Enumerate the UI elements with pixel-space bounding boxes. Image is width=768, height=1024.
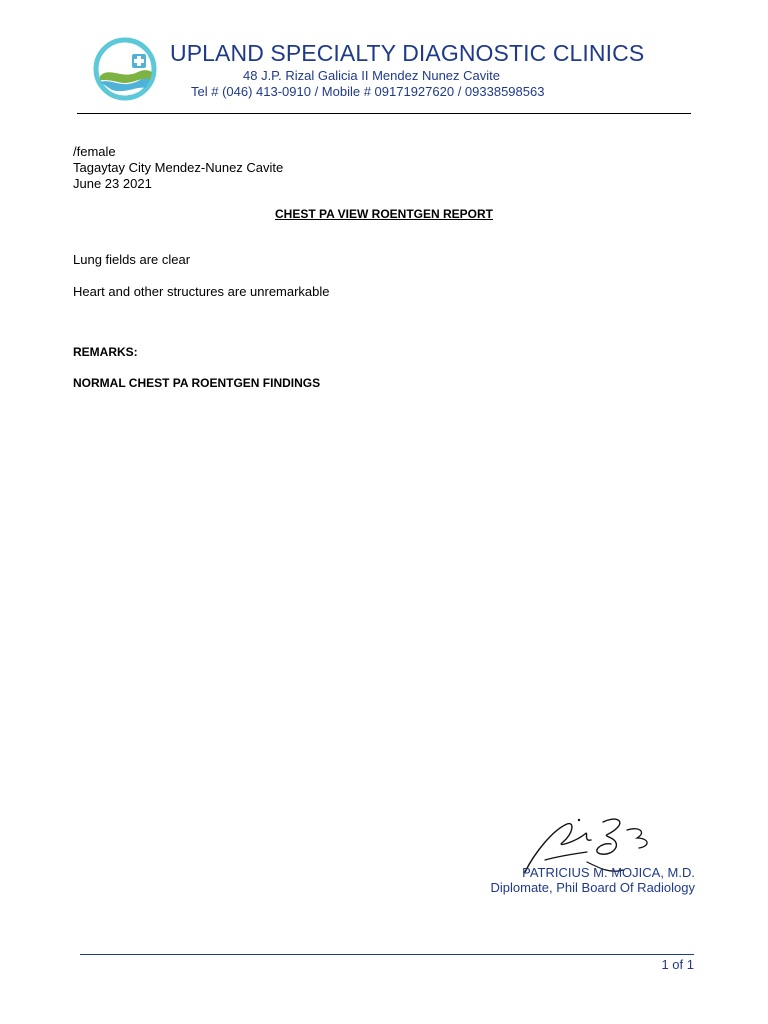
- doctor-name: PATRICIUS M. MOJICA, M.D.: [522, 865, 695, 880]
- patient-address: Tagaytay City Mendez-Nunez Cavite: [73, 160, 284, 175]
- finding-lungs: Lung fields are clear: [73, 252, 191, 267]
- clinic-name: UPLAND SPECIALTY DIAGNOSTIC CLINICS: [170, 40, 645, 66]
- finding-heart: Heart and other structures are unremarkable: [73, 284, 330, 299]
- page-number: 1 of 1: [661, 957, 694, 972]
- remarks-label: REMARKS:: [73, 345, 138, 359]
- report-title: CHEST PA VIEW ROENTGEN REPORT: [274, 207, 493, 221]
- clinic-phones: Tel # (046) 413-0910 / Mobile # 09171927620 / 09338598563: [191, 84, 545, 99]
- header-divider: [77, 113, 691, 114]
- footer-divider: [80, 954, 694, 955]
- clinic-logo-icon: [92, 36, 158, 102]
- report-date: June 23 2021: [73, 176, 152, 191]
- clinic-address: 48 J.P. Rizal Galicia II Mendez Nunez Cavite: [243, 68, 500, 83]
- remarks-text: NORMAL CHEST PA ROENTGEN FINDINGS: [73, 376, 321, 390]
- doctor-title: Diplomate, Phil Board Of Radiology: [490, 880, 695, 895]
- patient-sex: /female: [73, 144, 116, 159]
